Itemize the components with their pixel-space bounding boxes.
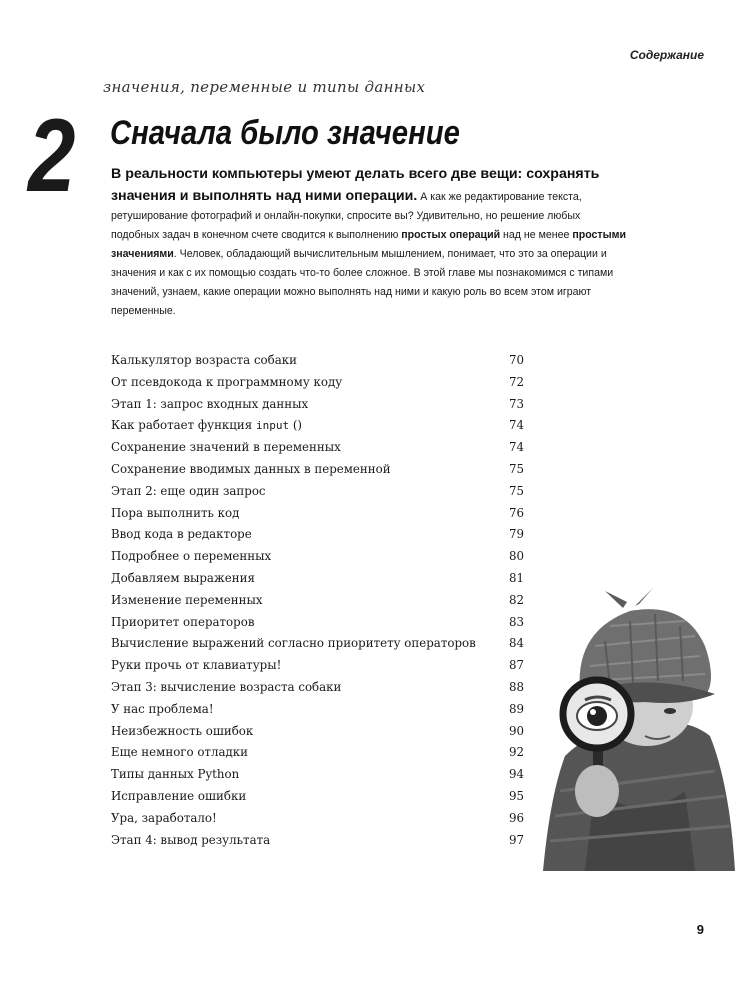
toc-entry[interactable]: [111, 655, 526, 677]
toc-entry-title: Ура, заработало!: [111, 810, 217, 825]
toc-entry[interactable]: [111, 415, 526, 437]
toc-entry[interactable]: [111, 524, 526, 546]
toc-entry[interactable]: [111, 742, 526, 764]
toc-entry-title: Добавляем выражения: [111, 570, 255, 585]
toc-entry-page: 73: [509, 396, 525, 411]
toc-entry-title-suffix: (): [289, 418, 303, 433]
toc-entry-page: 79: [509, 527, 525, 542]
toc-entry-page: 72: [509, 374, 525, 389]
toc-entry-page: 88: [509, 679, 525, 694]
intro-emphasis: простыми значениями: [111, 229, 627, 260]
toc-entry[interactable]: [111, 568, 526, 590]
running-header: Содержание: [629, 48, 704, 62]
chapter-intro: [111, 163, 631, 321]
toc-entry[interactable]: [111, 394, 526, 416]
toc-entry[interactable]: [111, 590, 526, 612]
toc-entry[interactable]: [111, 699, 526, 721]
toc-entry-page: 87: [509, 658, 525, 673]
toc-entry[interactable]: [111, 764, 526, 786]
toc-entry[interactable]: [111, 459, 526, 481]
chapter-tag: значения, переменные и типы данных: [103, 78, 426, 96]
toc-entry[interactable]: [111, 830, 526, 852]
toc-entry-title: Вычисление выражений согласно приоритету операторов: [111, 636, 476, 651]
toc-entry-page: 81: [509, 570, 525, 585]
toc-entry-title: Этап 4: вывод результата: [111, 832, 271, 847]
toc-entry[interactable]: [111, 677, 526, 699]
toc-entry-page: 76: [509, 505, 525, 520]
toc-entry-title: Этап 3: вычисление возраста собаки: [111, 679, 342, 694]
toc-entry-page: 89: [509, 701, 525, 716]
toc-entry-page: 80: [509, 549, 525, 564]
intro-text: А как же редактирование текста, ретуширование фотографий и онлайн-покупки, спросите вы? Удивительно, но решение любых подобных задач в конечном счете сводится к выполнению: [111, 191, 582, 241]
intro-text: над не менее: [500, 229, 573, 241]
toc-entry-page: 83: [509, 614, 525, 629]
toc-entry[interactable]: [111, 612, 526, 634]
toc-entry-page: 96: [509, 810, 525, 825]
toc-entry[interactable]: [111, 808, 526, 830]
toc-entry-title: Этап 1: запрос входных данных: [111, 396, 309, 411]
intro-emphasis: простых операций: [401, 229, 501, 241]
toc-entry-page: 74: [509, 418, 525, 433]
toc-entry[interactable]: [111, 503, 526, 525]
toc-entry[interactable]: [111, 481, 526, 503]
toc-entry[interactable]: [111, 372, 526, 394]
toc-entry-page: 82: [509, 592, 525, 607]
toc-entry[interactable]: [111, 546, 526, 568]
toc-entry-title: Неизбежность ошибок: [111, 723, 254, 738]
chapter-title: Сначала было значение: [110, 114, 460, 152]
toc-entry-page: 84: [509, 636, 525, 651]
toc-entry-page: 95: [509, 788, 525, 803]
toc-entry-page: 70: [509, 353, 525, 367]
toc-entry-page: 92: [509, 745, 525, 760]
toc-entry-title-text: Как работает функция: [111, 418, 256, 433]
toc-entry[interactable]: [111, 721, 526, 743]
toc-entry-title: Подробнее о переменных: [111, 549, 272, 564]
toc-entry-title: Изменение переменных: [111, 592, 263, 607]
toc-entry-page: 90: [509, 723, 525, 738]
toc-entry-title: Сохранение вводимых данных в переменной: [111, 461, 391, 476]
toc-entry-title: У нас проблема!: [111, 701, 214, 716]
toc-entry-title: Ввод кода в редакторе: [111, 527, 252, 542]
toc-entry-title: Руки прочь от клавиатуры!: [111, 658, 282, 673]
detective-with-magnifier-icon: [535, 586, 740, 876]
intro-lead: В реальности компьютеры умеют делать всего две вещи: сохранять значения и выполнять над ними операции.: [111, 166, 600, 204]
chapter-number: 2: [28, 98, 76, 214]
toc-entry-title: Еще немного отладки: [111, 745, 248, 760]
toc-entry-title: Типы данных Python: [111, 767, 240, 782]
toc-entry-code: input: [255, 419, 290, 433]
table-of-contents: [111, 350, 526, 851]
toc-entry-page: 74: [509, 440, 525, 455]
page-number: 9: [696, 922, 704, 937]
toc-entry[interactable]: [111, 437, 526, 459]
toc-entry-title: От псевдокода к программному коду: [111, 374, 343, 389]
toc-entry-title: Пора выполнить код: [111, 505, 240, 520]
toc-entry[interactable]: [111, 633, 526, 655]
toc-entry-page: 75: [509, 483, 525, 498]
toc-entry-title: Исправление ошибки: [111, 788, 247, 803]
toc-entry-page: 97: [509, 832, 525, 847]
toc-entry-title: [111, 415, 302, 437]
intro-text: . Человек, обладающий вычислительным мышлением, понимает, что это за операции и значения и как с их помощью создать что-то более сложное. В этой главе мы познакомимся с типами значений, узнаем, какие операции можно выполнять над ними и какую роль во всем этом играют переменные.: [111, 248, 614, 317]
toc-entry-title: Калькулятор возраста собаки: [111, 353, 298, 367]
toc-entry-title: Приоритет операторов: [111, 614, 255, 629]
toc-entry-page: 75: [509, 461, 525, 476]
toc-entry[interactable]: [111, 350, 526, 372]
toc-entry-page: 94: [509, 767, 525, 782]
toc-entry-title: Сохранение значений в переменных: [111, 440, 341, 455]
toc-entry[interactable]: [111, 786, 526, 808]
toc-entry-title: Этап 2: еще один запрос: [111, 483, 266, 498]
